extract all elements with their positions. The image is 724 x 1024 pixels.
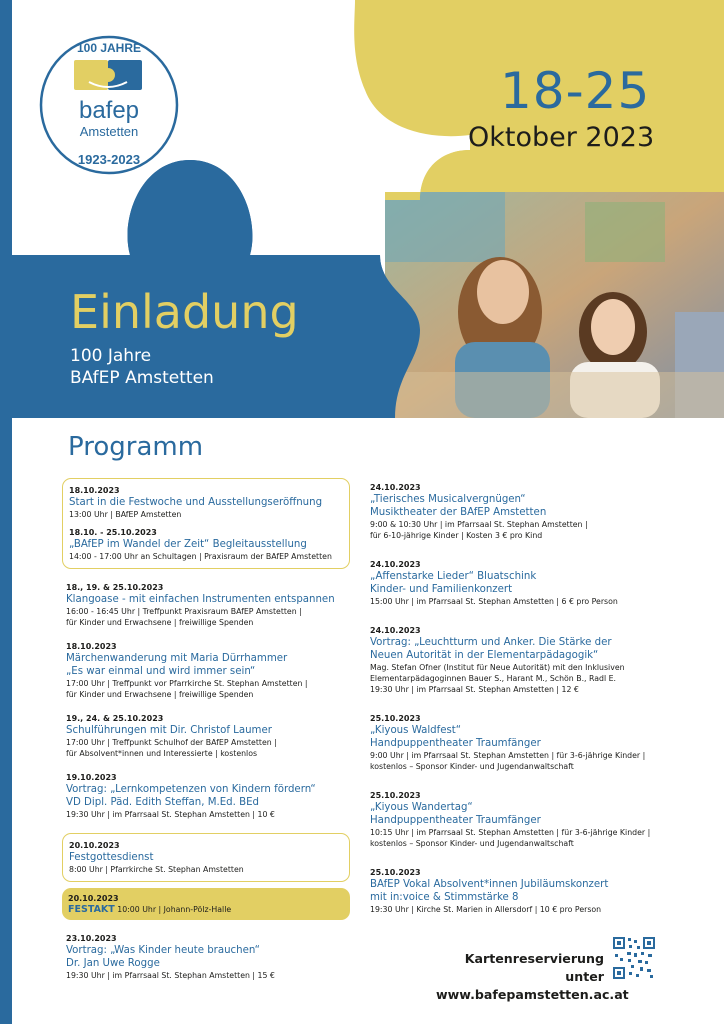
event-meta: 17:00 Uhr | Treffpunkt Schulhof der BAfEP Amstetten | — [66, 738, 277, 747]
event-date: 24.10.2023 — [370, 483, 421, 492]
event-festgottesdienst — [62, 833, 350, 882]
event-festakt — [62, 888, 350, 920]
hero-banner — [0, 0, 724, 418]
event-meta: 9:00 & 10:30 Uhr | im Pfarrsaal St. Stephan Amstetten | — [370, 520, 588, 529]
event-title-secondary: mit in:voice & Stimmstärke 8 — [370, 892, 519, 903]
subtitle-line-1: 100 Jahre — [70, 346, 152, 366]
event-title: Vortrag: „Lernkompetenzen von Kindern fördern“ — [66, 784, 316, 795]
event-title: BAfEP Vokal Absolvent*innen Jubiläumskonzert — [370, 879, 609, 890]
event-title-secondary: „Es war einmal und wird immer sein“ — [66, 666, 256, 677]
event-title-secondary: Dr. Jan Uwe Rogge — [66, 958, 160, 969]
event-meta: 19:30 Uhr | im Pfarrsaal St. Stephan Amstetten | 10 € — [66, 810, 275, 819]
event-month: Oktober 2023 — [468, 122, 655, 153]
event-title: Start in die Festwoche und Ausstellungseröffnung — [69, 497, 323, 508]
event-meta: 13:00 Uhr | BAfEP Amstetten — [69, 510, 182, 519]
event-dates: 18-25 — [500, 62, 651, 120]
event-meta: Elementarpädagoginnen Bauer S., Harant M., Schön B., Radl E. — [370, 674, 617, 683]
event-date: 25.10.2023 — [370, 791, 421, 800]
event-vortrag-rogge — [66, 933, 350, 981]
event-meta: für Kinder und Erwachsene | freiwillige Spenden — [66, 690, 254, 699]
event-date: 20.10.2023 — [69, 841, 120, 850]
event-title: „Affenstarke Lieder“ Bluatschink — [370, 571, 537, 582]
event-date: 18., 19. & 25.10.2023 — [66, 583, 164, 592]
event-title: Schulführungen mit Dir. Christof Laumer — [66, 725, 272, 736]
event-meta: 10:00 Uhr | Johann-Pölz-Halle — [117, 905, 232, 914]
event-kiyous-waldfest — [370, 713, 670, 772]
event-meta: 8:00 Uhr | Pfarrkirche St. Stephan Amstetten — [69, 865, 244, 874]
event-meta: 9:00 Uhr | im Pfarrsaal St. Stephan Amstetten | für 3-6-jährige Kinder | — [370, 751, 646, 760]
event-meta: 14:00 - 17:00 Uhr an Schultagen | Praxisraum der BAfEP Amstetten — [69, 552, 332, 561]
subtitle-line-2: BAfEP Amstetten — [70, 368, 214, 388]
event-date: 18.10. - 25.10.2023 — [69, 528, 157, 537]
logo-name: bafep — [78, 97, 140, 124]
event-date: 19., 24. & 25.10.2023 — [66, 714, 164, 723]
event-title-secondary: Musiktheater der BAfEP Amstetten — [370, 507, 547, 518]
event-meta: 19:30 Uhr | im Pfarrsaal St. Stephan Amstetten | 12 € — [370, 685, 579, 694]
event-title-secondary: Kinder- und Familienkonzert — [370, 584, 513, 595]
festakt-label: FESTAKT — [68, 904, 115, 915]
logo-city: Amstetten — [79, 124, 139, 139]
event-meta: Mag. Stefan Ofner (Institut für Neue Autorität) mit den Inklusiven — [370, 663, 625, 672]
event-title: Festgottesdienst — [69, 852, 154, 863]
event-klangoase — [66, 582, 350, 628]
event-jubilaeumskonzert — [370, 867, 670, 915]
event-meta: 10:15 Uhr | im Pfarrsaal St. Stephan Amstetten | für 3-6-jährige Kinder | — [370, 828, 651, 837]
event-meta: 19:30 Uhr | Kirche St. Marien in Allersdorf | 10 € pro Person — [370, 905, 602, 914]
event-date: 18.10.2023 — [69, 486, 120, 495]
left-accent-bar — [0, 418, 12, 1024]
event-title-secondary: Handpuppentheater Traumfänger — [370, 738, 541, 749]
logo-years: 1923-2023 — [77, 152, 141, 167]
event-title: Märchenwanderung mit Maria Dürrhammer — [66, 653, 288, 664]
program-heading: Programm — [68, 432, 204, 462]
event-date: 25.10.2023 — [370, 714, 421, 723]
event-opening — [62, 478, 350, 569]
event-title: Klangoase - mit einfachen Instrumenten entspannen — [66, 594, 335, 605]
event-date: 24.10.2023 — [370, 560, 421, 569]
bafep-logo — [34, 30, 184, 180]
event-kiyous-wandertag — [370, 790, 670, 849]
event-title: „BAfEP im Wandel der Zeit“ Begleitausstellung — [69, 539, 307, 550]
event-title: „Kiyous Wandertag“ — [370, 802, 473, 813]
event-date: 20.10.2023 — [68, 894, 119, 903]
event-affenstarke-lieder — [370, 559, 670, 607]
event-meta: 15:00 Uhr | im Pfarrsaal St. Stephan Amstetten | 6 € pro Person — [370, 597, 618, 606]
event-meta: kostenlos – Sponsor Kinder- und Jugendanwaltschaft — [370, 839, 574, 848]
event-date: 19.10.2023 — [66, 773, 117, 782]
event-title-secondary: VD Dipl. Päd. Edith Steffan, M.Ed. BEd — [66, 797, 260, 808]
event-schulfuehrungen — [66, 713, 350, 759]
event-meta: für 6-10-jährige Kinder | Kosten 3 € pro Kind — [370, 531, 543, 540]
event-meta: 16:00 - 16:45 Uhr | Treffpunkt Praxisraum BAfEP Amstetten | — [66, 607, 302, 616]
qr-code-icon[interactable] — [612, 936, 656, 980]
website-link[interactable]: www.bafepamstetten.ac.at — [436, 987, 629, 1002]
program-right-column — [370, 482, 670, 928]
event-musicalvergnuegen — [370, 482, 670, 541]
program-left-column — [66, 478, 350, 994]
logo-top-text: 100 JAHRE — [76, 41, 142, 55]
event-title: Vortrag: „Leuchtturm und Anker. Die Stärke der — [370, 637, 612, 648]
invitation-subtitle — [70, 345, 214, 389]
event-meta: 19:30 Uhr | im Pfarrsaal St. Stephan Amstetten | 15 € — [66, 971, 275, 980]
event-maerchenwanderung — [66, 641, 350, 700]
event-meta: 17:00 Uhr | Treffpunkt vor Pfarrkirche St. Stephan Amstetten | — [66, 679, 308, 688]
event-date: 23.10.2023 — [66, 934, 117, 943]
event-meta: für Kinder und Erwachsene | freiwillige Spenden — [66, 618, 254, 627]
event-title: „Kiyous Waldfest“ — [370, 725, 462, 736]
ticket-reservation — [436, 950, 629, 1004]
event-vortrag-lernkompetenzen — [66, 772, 350, 820]
event-date: 18.10.2023 — [66, 642, 117, 651]
event-title: Vortrag: „Was Kinder heute brauchen“ — [66, 945, 260, 956]
event-title: „Tierisches Musicalvergnügen“ — [370, 494, 526, 505]
event-meta: kostenlos – Sponsor Kinder- und Jugendanwaltschaft — [370, 762, 574, 771]
event-vortrag-leuchtturm — [370, 625, 670, 695]
reservation-label: Kartenreservierung unter — [464, 951, 604, 984]
event-meta: für Absolvent*innen und Interessierte | kostenlos — [66, 749, 258, 758]
event-title-secondary: Handpuppentheater Traumfänger — [370, 815, 541, 826]
event-date: 24.10.2023 — [370, 626, 421, 635]
event-date: 25.10.2023 — [370, 868, 421, 877]
invitation-title: Einladung — [70, 285, 299, 339]
event-title-secondary: Neuen Autorität in der Elementarpädagogik“ — [370, 650, 599, 661]
